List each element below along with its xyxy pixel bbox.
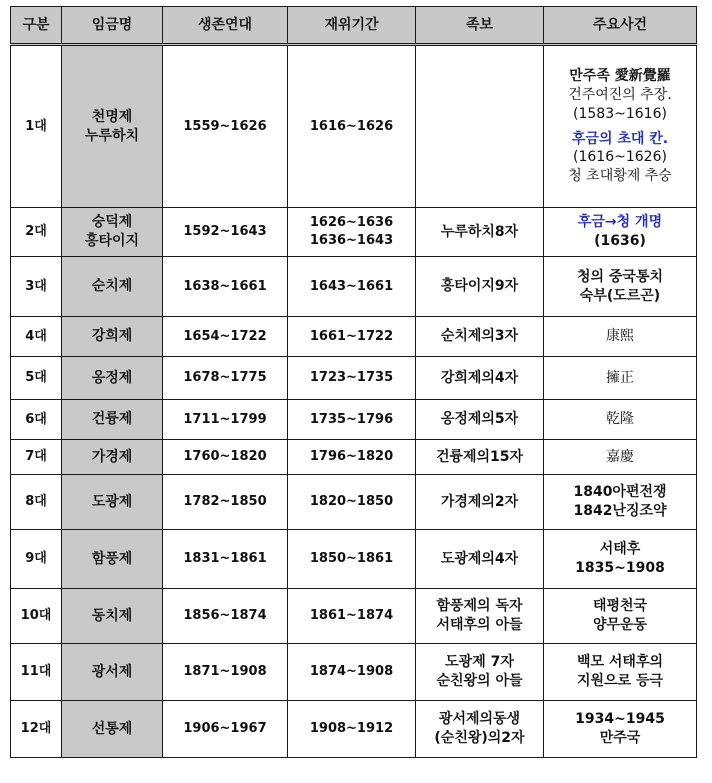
cell-events [544, 400, 697, 440]
cell-div: 8대 [11, 475, 62, 530]
name-line: 가경제 [91, 448, 133, 465]
cell-life: 1760~1820 [163, 440, 288, 475]
table-row [11, 440, 697, 475]
name-line: 순치제 [91, 278, 133, 295]
name-line: 선통제 [91, 720, 133, 737]
event-line-highlight: 후금의 초대 칸. [571, 130, 669, 147]
cell-div: 9대 [11, 530, 62, 589]
event-line: 건주여진의 추장. [568, 86, 672, 103]
lineage-line: 순치제의3자 [440, 328, 519, 345]
cell-events [544, 589, 697, 644]
cell-events [544, 45, 697, 208]
cell-div: 4대 [11, 317, 62, 357]
cell-name [62, 701, 163, 758]
cell-life: 1856~1874 [163, 589, 288, 644]
cell-lineage [416, 475, 544, 530]
cell-life: 1782~1850 [163, 475, 288, 530]
event-line: 만주족 愛新覺羅 [569, 67, 671, 84]
cell-reign [288, 45, 416, 208]
event-line-highlight: 후금→청 개명 [577, 214, 663, 231]
event-line: 태평천국 [592, 598, 648, 615]
name-line: 강희제 [91, 328, 133, 345]
header-life: 생존연대 [163, 7, 288, 45]
cell-name [62, 257, 163, 317]
lineage-line: 홍타이지9자 [440, 278, 519, 295]
name-line: 광서제 [91, 663, 133, 680]
cell-reign [288, 589, 416, 644]
name-line: 함풍제 [91, 550, 133, 567]
cell-events [544, 317, 697, 357]
table-row [11, 701, 697, 758]
cell-lineage [416, 45, 544, 208]
header-row [11, 7, 697, 45]
lineage-line: 누루하치8자 [440, 223, 519, 240]
table-row [11, 208, 697, 257]
event-line: 嘉慶 [606, 448, 634, 465]
header-lineage: 족보 [416, 7, 544, 45]
cell-reign [288, 208, 416, 257]
cell-reign [288, 400, 416, 440]
event-line: 만주국 [599, 730, 641, 746]
header-name: 임금명 [62, 7, 163, 45]
table-row [11, 644, 697, 701]
lineage-line: (순친왕)의2자 [434, 730, 525, 746]
cell-div: 10대 [11, 589, 62, 644]
cell-life: 1711~1799 [163, 400, 288, 440]
name-line: 건륭제 [91, 411, 133, 428]
cell-name [62, 357, 163, 400]
cell-div: 2대 [11, 208, 62, 257]
cell-name [62, 589, 163, 644]
reign-line: 1643~1661 [309, 278, 394, 294]
table-row [11, 589, 697, 644]
cell-div: 12대 [11, 701, 62, 758]
header-events: 주요사건 [544, 7, 697, 45]
cell-reign [288, 475, 416, 530]
cell-life: 1559~1626 [163, 45, 288, 208]
cell-reign [288, 701, 416, 758]
cell-div: 11대 [11, 644, 62, 701]
event-line: (1616~1626) [573, 149, 667, 166]
cell-reign [288, 644, 416, 701]
cell-name [62, 644, 163, 701]
cell-events [544, 644, 697, 701]
cell-reign [288, 317, 416, 357]
cell-events [544, 475, 697, 530]
name-line: 도광제 [91, 493, 133, 510]
cell-name [62, 400, 163, 440]
lineage-line: 강희제의4자 [440, 369, 519, 386]
cell-lineage [416, 357, 544, 400]
name-line: 옹정제 [91, 369, 133, 386]
reign-line: 1796~1820 [309, 449, 394, 465]
event-line: 서태후 [599, 541, 641, 558]
event-line: (1636) [594, 233, 646, 249]
lineage-line: 건륭제의15자 [435, 448, 524, 465]
header-reign: 재위기간 [288, 7, 416, 45]
event-line: 백모 서태후의 [576, 654, 664, 671]
reign-line: 1735~1796 [309, 411, 394, 427]
table-row [11, 317, 697, 357]
emperor-table [10, 6, 697, 758]
event-line: 청의 중국통치 [576, 268, 664, 285]
cell-div: 5대 [11, 357, 62, 400]
table-row [11, 45, 697, 208]
header-div: 구분 [11, 7, 62, 45]
reign-line: 1616~1626 [309, 118, 394, 134]
cell-lineage [416, 257, 544, 317]
cell-life: 1678~1775 [163, 357, 288, 400]
name-line: 홍타이지 [84, 233, 140, 249]
cell-div: 6대 [11, 400, 62, 440]
cell-div: 7대 [11, 440, 62, 475]
cell-name [62, 475, 163, 530]
cell-name [62, 208, 163, 257]
cell-reign [288, 440, 416, 475]
cell-lineage [416, 400, 544, 440]
cell-life: 1654~1722 [163, 317, 288, 357]
cell-name [62, 530, 163, 589]
cell-lineage [416, 317, 544, 357]
lineage-line: 옹정제의5자 [440, 411, 519, 428]
cell-name [62, 317, 163, 357]
cell-reign [288, 357, 416, 400]
cell-life: 1871~1908 [163, 644, 288, 701]
cell-events [544, 701, 697, 758]
table-row [11, 530, 697, 589]
cell-lineage [416, 589, 544, 644]
name-line: 동치제 [91, 607, 133, 624]
table-row [11, 475, 697, 530]
reign-line: 1850~1861 [309, 551, 394, 567]
cell-life: 1592~1643 [163, 208, 288, 257]
cell-lineage [416, 644, 544, 701]
lineage-line: 광서제의동생 [438, 711, 521, 728]
reign-line: 1820~1850 [309, 494, 394, 510]
reign-line: 1908~1912 [309, 721, 394, 737]
event-line: (1583~1616) [573, 105, 667, 122]
cell-events [544, 440, 697, 475]
cell-lineage [416, 208, 544, 257]
lineage-line: 도광제의4자 [440, 550, 519, 567]
event-line: 숙부(도르곤) [579, 287, 661, 304]
event-line: 1934~1945 [575, 711, 665, 728]
cell-name [62, 440, 163, 475]
cell-events [544, 530, 697, 589]
lineage-line: 가경제의2자 [440, 493, 519, 510]
reign-line: 1723~1735 [309, 370, 394, 386]
cell-life: 1638~1661 [163, 257, 288, 317]
event-line: 康熙 [606, 328, 634, 345]
lineage-line: 함풍제의 독자 [436, 598, 523, 615]
cell-events [544, 208, 697, 257]
cell-life: 1906~1967 [163, 701, 288, 758]
reign-line: 1874~1908 [309, 664, 394, 680]
event-line: 乾隆 [606, 411, 634, 428]
cell-div: 1대 [11, 45, 62, 208]
cell-lineage [416, 530, 544, 589]
event-line: 1840아편전쟁 [573, 484, 667, 501]
cell-name [62, 45, 163, 208]
reign-line: 1626~1636 [309, 215, 394, 231]
lineage-line: 도광제 7자 [445, 654, 514, 671]
reign-line: 1636~1643 [309, 233, 394, 248]
event-line: 1842난징조약 [573, 503, 667, 519]
cell-reign [288, 530, 416, 589]
event-line: 지원으로 등극 [576, 673, 664, 689]
event-line: 청 초대황제 추숭 [568, 168, 672, 185]
lineage-line: 순친왕의 아들 [436, 673, 523, 689]
cell-lineage [416, 440, 544, 475]
event-line: 양무운동 [592, 617, 648, 633]
cell-events [544, 257, 697, 317]
cell-events [544, 357, 697, 400]
event-line: 1835~1908 [575, 560, 665, 576]
table-row [11, 257, 697, 317]
event-line: 擁正 [606, 369, 634, 386]
cell-life: 1831~1861 [163, 530, 288, 589]
reign-line: 1661~1722 [309, 328, 394, 344]
name-line: 누루하치 [84, 127, 140, 144]
name-line: 천명제 [91, 108, 133, 125]
reign-line: 1861~1874 [309, 608, 394, 624]
cell-lineage [416, 701, 544, 758]
lineage-line: 서태후의 아들 [436, 617, 523, 633]
cell-reign [288, 257, 416, 317]
name-line: 숭덕제 [91, 214, 133, 231]
table-row [11, 357, 697, 400]
table-row [11, 400, 697, 440]
cell-div: 3대 [11, 257, 62, 317]
